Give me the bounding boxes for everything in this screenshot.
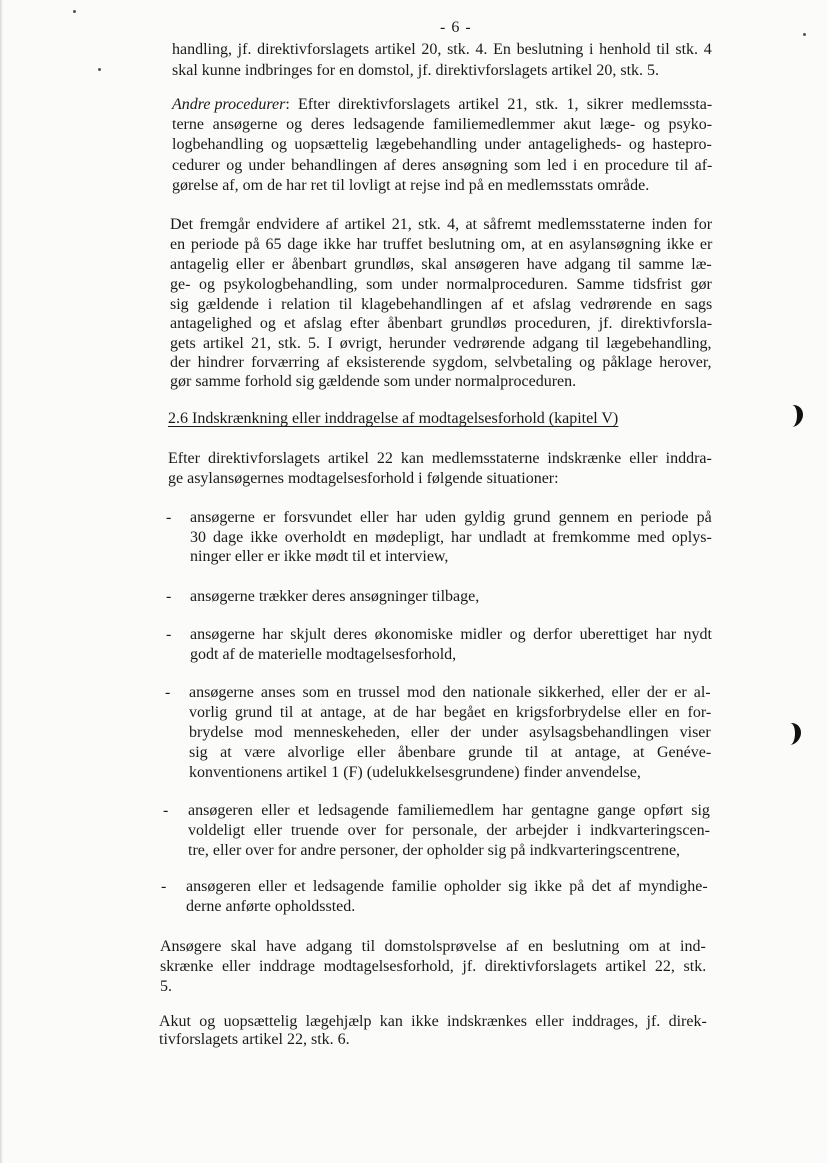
bullet-item-line: vorlig grund til at antage, at de har begået en krigsforbrydelse eller en for- bbox=[189, 704, 712, 721]
paragraph-line: skal kunne indbringes for en domstol, jf. direktivforslagets artikel 20, stk. 5. bbox=[172, 62, 660, 79]
paragraph-line: ge- og psykologbehandling, som under normalproceduren. Samme tidsfrist gør bbox=[170, 276, 712, 293]
paragraph-line: : Efter direktivforslagets artikel 21, stk. 1, sikrer medlemssta- bbox=[285, 96, 713, 113]
paragraph-line: ge asylansøgernes modtagelsesforhold i følgende situationer: bbox=[168, 470, 559, 487]
scan-edge bbox=[0, 0, 3, 1163]
scan-speck bbox=[98, 68, 101, 71]
bullet-item-line: ansøgeren eller et ledsagende familiemedlem har gentagne gange opført sig bbox=[188, 802, 710, 819]
paragraph-line: handling, jf. direktivforslagets artikel 20, stk. 4. En beslutning i henhold til stk. 4 bbox=[172, 41, 712, 58]
paragraph-lead-in: Andre procedurer bbox=[172, 96, 286, 113]
paragraph-line: gør samme forhold sig gældende som under normalproceduren. bbox=[170, 373, 577, 390]
paragraph-line: skrænke eller inddrage modtagelsesforhold, jf. direktivforslagets artikel 22, stk. bbox=[160, 958, 707, 975]
paragraph-line: antagelighed og et afslag efter åbenbart grundløs proceduren, jf. direktivforsla- bbox=[170, 315, 713, 332]
paragraph-line: Akut og uopsættelig lægehjælp kan ikke indskrænkes eller inddrages, jf. direk- bbox=[159, 1013, 707, 1030]
bullet-item-line: tre, eller over for andre personer, der opholder sig på indkvarteringscentrene, bbox=[188, 842, 681, 859]
bullet-dash: - bbox=[165, 684, 171, 701]
paragraph-line: en periode på 65 dage ikke har truffet beslutning om, at en asylansøgning ikke er bbox=[170, 236, 713, 253]
bullet-item-line: derne anførte opholdssted. bbox=[186, 898, 356, 915]
bullet-item-line: konventionens artikel 1 (F) (udelukkelsesgrundene) finder anvendelse, bbox=[189, 764, 641, 781]
bullet-item-line: brydelse mod menneskeheden, eller der under asylsagsbehandlingen viser bbox=[189, 724, 711, 741]
paragraph-line: gets artikel 21, stk. 5. I øvrigt, herunder vedrørende adgang til lægebehandling, bbox=[170, 335, 712, 352]
paragraph-line: Efter direktivforslagets artikel 22 kan medlemsstaterne indskrænke eller inddra- bbox=[168, 450, 712, 467]
scan-speck bbox=[73, 10, 76, 13]
bullet-item-line: ansøgerne er forsvundet eller har uden gyldig grund gennem en periode på bbox=[190, 509, 712, 526]
paragraph-line: sig gældende i relation til klagebehandlingen af et afslag vedrørende en sags bbox=[170, 296, 713, 313]
bullet-dash: - bbox=[166, 509, 172, 526]
paragraph-line: tivforslagets artikel 22, stk. 6. bbox=[159, 1031, 350, 1048]
bullet-dash: - bbox=[163, 802, 169, 819]
bullet-dash: - bbox=[166, 626, 172, 643]
bullet-item-line: ansøgerne har skjult deres økonomiske midler og derfor uberettiget har nydt bbox=[190, 626, 712, 643]
bullet-item-line: ansøgeren eller et ledsagende familie opholder sig ikke på det af myndighe- bbox=[186, 878, 708, 895]
bullet-item-line: sig at være alvorlige eller åbenbare grunde til at antage, at Genéve- bbox=[189, 744, 712, 761]
bullet-item-line: godt af de materielle modtagelsesforhold, bbox=[190, 646, 457, 663]
punch-hole-mark bbox=[783, 404, 803, 429]
bullet-item-line: ansøgerne anses som en trussel mod den nationale sikkerhed, eller der er al- bbox=[189, 684, 711, 701]
paragraph-line: gørelse af, om de har ret til lovligt at rejse ind på en medlemsstats område. bbox=[172, 177, 650, 194]
paragraph-line: der hindrer forværring af eksisterende sygdom, selvbetaling og påklage herover, bbox=[170, 354, 712, 371]
paragraph-line: Det fremgår endvidere af artikel 21, stk. 4, at såfremt medlemsstaterne inden for bbox=[170, 216, 713, 233]
paragraph-line: 5. bbox=[160, 978, 172, 995]
page-number: - 6 - bbox=[440, 19, 472, 36]
paragraph-line: cedurer og under behandlingen af deres ansøgning som led i en procedure til af- bbox=[172, 157, 713, 174]
scan-speck bbox=[803, 33, 806, 36]
paragraph-line: logbehandling og uopsættelig lægebehandling under antageligheds- og hastepro- bbox=[172, 136, 712, 153]
paragraph-line: terne ansøgerne og deres ledsagende familiemedlemmer akut læge- og psyko- bbox=[172, 116, 713, 133]
punch-hole-mark bbox=[781, 722, 801, 747]
section-heading: 2.6 Indskrænkning eller inddragelse af modtagelsesforhold (kapitel V) bbox=[168, 410, 619, 427]
bullet-item-line: ansøgerne trækker deres ansøgninger tilbage, bbox=[190, 588, 480, 605]
paragraph-line: antagelig eller er åbenbart grundløs, skal ansøgeren have adgang til samme læ- bbox=[170, 256, 712, 273]
bullet-item-line: ninger eller er ikke mødt til et interview, bbox=[190, 548, 449, 565]
bullet-item-line: 30 dage ikke overholdt en mødepligt, har undladt at fremkomme med oplys- bbox=[190, 529, 712, 546]
paragraph-line: Ansøgere skal have adgang til domstolsprøvelse af en beslutning om at ind- bbox=[160, 938, 706, 955]
bullet-dash: - bbox=[161, 878, 167, 895]
bullet-item-line: voldeligt eller truende over for personale, der arbejder i indkvarteringscen- bbox=[188, 822, 710, 839]
bullet-dash: - bbox=[166, 588, 172, 605]
